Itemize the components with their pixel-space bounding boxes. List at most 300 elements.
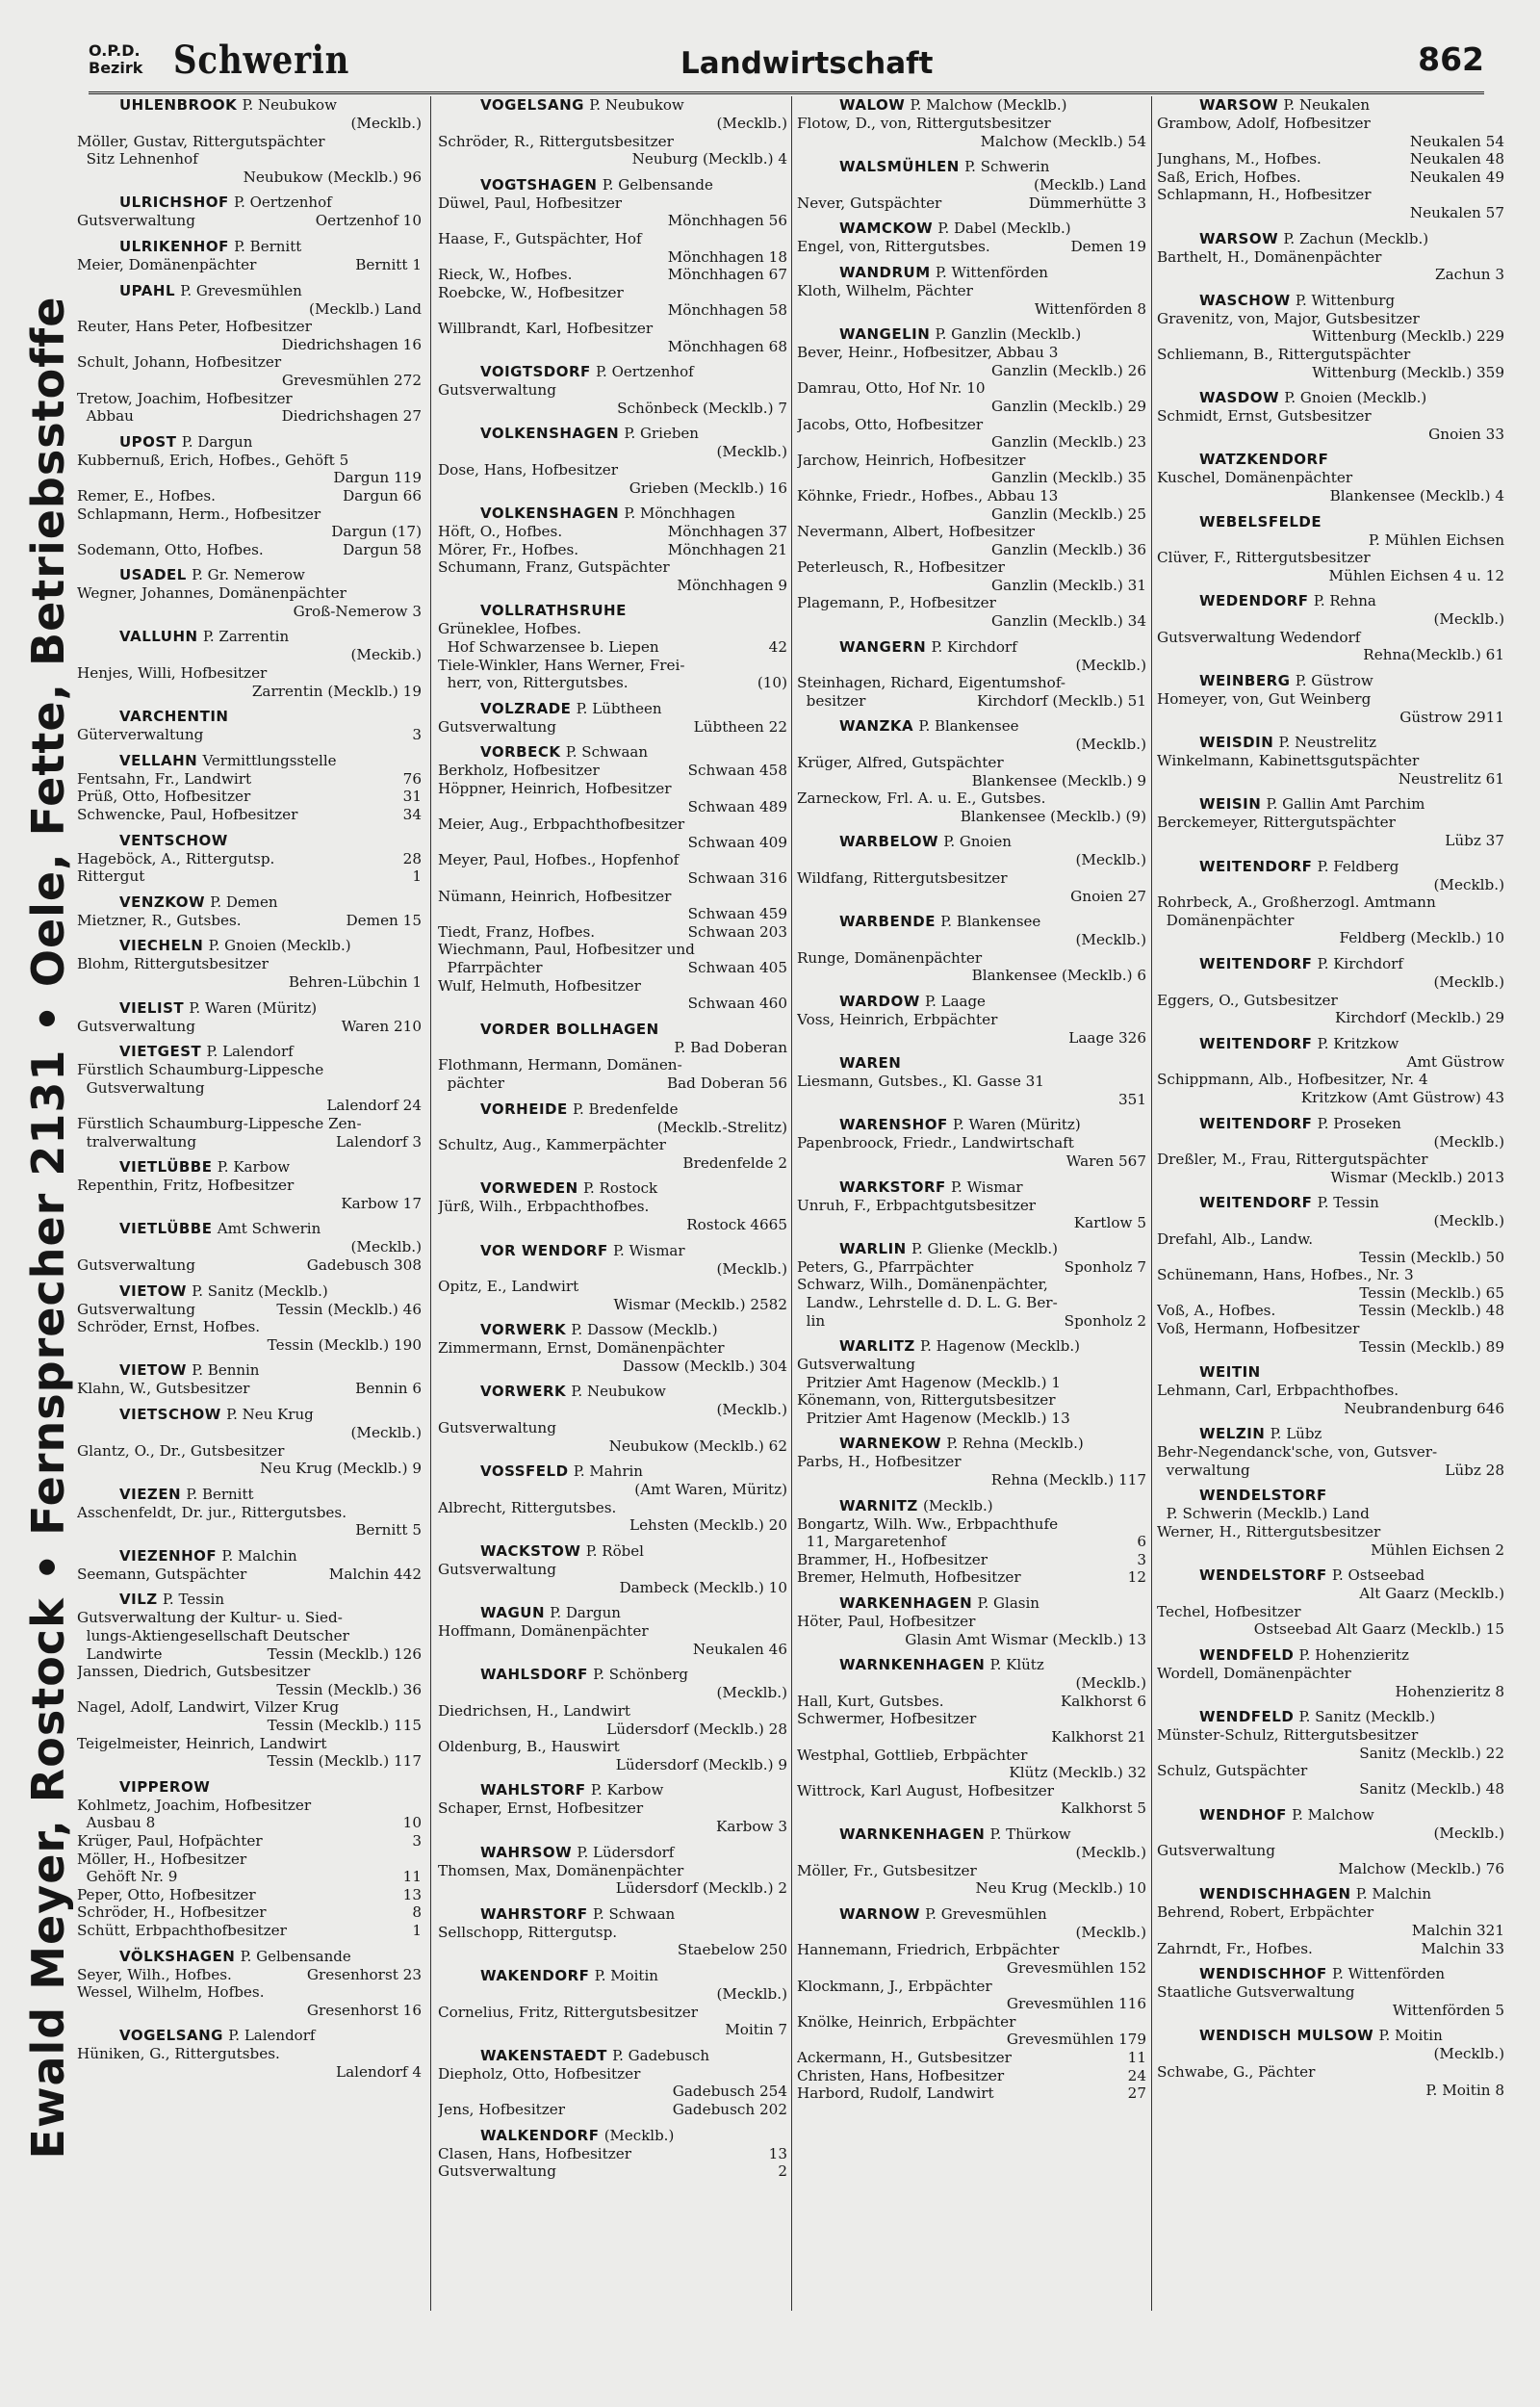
entry-line — [438, 780, 789, 798]
entry-location: Rehna (Mecklb.) 117 — [990, 1471, 1146, 1489]
entry-line — [1157, 407, 1506, 426]
post-office: P. Gelbensande — [602, 175, 713, 194]
post-office: P. Oertzenhof — [234, 194, 332, 212]
place-name: VÖLKSHAGEN — [119, 1947, 236, 1965]
entry-line — [1157, 752, 1506, 770]
entry-text: Gutsverwaltung — [438, 381, 556, 400]
entry-text: Schliemann, B., Rittergutspächter — [1157, 345, 1411, 363]
entry-text: Clasen, Hans, Hofbesitzer — [438, 2144, 632, 2162]
entry-text: Möller, H., Hofbesitzer — [77, 1850, 247, 1868]
entry-text: Rittergut — [77, 867, 145, 886]
entry-line — [797, 692, 1148, 711]
entry-location: Wittenförden 5 — [1392, 2001, 1504, 2019]
entry-text: Steinhagen, Richard, Eigentumshof- — [797, 674, 1066, 692]
entry-line — [1157, 814, 1506, 832]
entry-line — [797, 1613, 1148, 1631]
entry-line — [1157, 1585, 1506, 1603]
entry-text: Staatliche Gutsverwaltung — [1157, 1983, 1355, 2002]
post-office: P. Blankensee — [940, 913, 1041, 931]
place-name: VORWEDEN — [480, 1179, 578, 1198]
entry-location: Schwaan 458 — [687, 762, 787, 780]
entry-text: Bremer, Helmuth, Hofbesitzer — [797, 1568, 1021, 1587]
entry-line — [1157, 1903, 1506, 1922]
entry-location: Schwaan 489 — [687, 797, 787, 815]
entry-text: Thomsen, Max, Domänenpächter — [438, 1861, 684, 1879]
directory-entry — [77, 999, 424, 1036]
entry-location: Dambeck (Mecklb.) 10 — [619, 1578, 787, 1596]
entry-text: Papenbroock, Friedr., Landwirtschaft — [797, 1134, 1074, 1152]
entry-text: Krüger, Alfred, Gutspächter — [797, 754, 1004, 772]
directory-entry — [438, 1604, 789, 1658]
entry-location: Dümmerhütte 3 — [1028, 194, 1146, 212]
entry-line — [797, 1258, 1148, 1277]
entry-line — [438, 284, 789, 302]
entry-line — [77, 1195, 424, 1213]
post-office: P. Gadebusch — [612, 2046, 710, 2064]
entry-heading — [1157, 1115, 1506, 1133]
post-office: P. Sanitz (Mecklb.) — [1298, 1708, 1436, 1726]
entry-line — [77, 2063, 424, 2082]
entry-line — [797, 967, 1148, 985]
entry-line — [438, 1437, 789, 1456]
entry-location: Oertzenhof 10 — [315, 212, 422, 230]
entry-location: Schwaan 405 — [687, 958, 787, 976]
post-office: P. Hohenzieritz — [1298, 1646, 1409, 1665]
entry-text: Junghans, M., Hofbes. — [1157, 150, 1322, 168]
entry-heading — [438, 96, 789, 115]
entry-location: Grevesmühlen 272 — [281, 371, 422, 389]
entry-text: Meier, Aug., Erbpachthofbesitzer — [438, 815, 685, 834]
entry-location: 8 — [412, 1903, 422, 1922]
place-name: UPAHL — [119, 281, 176, 299]
entry-line — [1157, 1089, 1506, 1107]
post-office: P. Klütz — [989, 1656, 1044, 1674]
entry-text: Peper, Otto, Hofbesitzer — [77, 1885, 256, 1903]
place-name: WEDENDORF — [1199, 592, 1309, 610]
entry-line — [438, 1561, 789, 1579]
entry-heading — [797, 1594, 1148, 1613]
post-office: P. Ostseebad — [1331, 1566, 1425, 1585]
entry-text: Harbord, Rudolf, Landwirt — [797, 2084, 994, 2103]
entry-line — [77, 850, 424, 868]
entry-location: Tessin (Mecklb.) 126 — [267, 1644, 422, 1663]
entry-line — [1157, 770, 1506, 789]
entry-line — [438, 1136, 789, 1154]
post-office: P. Oertzenhof — [596, 363, 694, 381]
post-office: P. Rehna (Mecklb.) — [946, 1435, 1084, 1453]
place-name: WAREN — [839, 1054, 902, 1073]
entry-location: Güstrow 2911 — [1399, 708, 1504, 726]
entry-line — [1157, 1745, 1506, 1763]
post-office: P. Neubukow — [571, 1383, 666, 1401]
entry-heading — [77, 1043, 424, 1061]
entry-line — [1157, 1338, 1506, 1357]
entry-text: Landw., Lehrstelle d. D. L. G. Ber- — [797, 1293, 1058, 1311]
entry-text: Kohlmetz, Joachim, Hofbesitzer — [77, 1796, 312, 1814]
entry-line — [438, 1401, 789, 1419]
directory-entry — [438, 2127, 789, 2181]
city-title: Schwerin — [173, 38, 350, 83]
entry-location: Kirchdorf (Mecklb.) 51 — [977, 691, 1146, 710]
place-name: WAHRSTORF — [480, 1904, 588, 1923]
place-name: WARNKENHAGEN — [839, 1656, 986, 1674]
entry-location: (Mecklb.) — [716, 443, 787, 461]
entry-line — [438, 1622, 789, 1641]
entry-line — [1157, 1983, 1506, 2002]
entry-line — [797, 1747, 1148, 1765]
entry-line — [438, 320, 789, 338]
entry-line — [1157, 1382, 1506, 1400]
entry-text: Wordell, Domänenpächter — [1157, 1665, 1351, 1683]
directory-entry — [797, 1905, 1148, 2103]
entry-line — [797, 1764, 1148, 1782]
entry-line — [797, 1091, 1148, 1109]
entry-line — [438, 2083, 789, 2101]
entry-heading — [438, 602, 789, 620]
entry-line — [1157, 266, 1506, 284]
entry-heading — [1157, 1965, 1506, 1983]
entry-location: 28 — [402, 849, 422, 867]
place-name: WENDELSTORF — [1199, 1566, 1327, 1585]
entry-line — [797, 1978, 1148, 1996]
entry-location: Neubukow (Mecklb.) 62 — [608, 1436, 787, 1455]
entry-location: (Mecklb.) — [1433, 875, 1504, 893]
entry-location: Klütz (Mecklb.) 32 — [1009, 1764, 1146, 1782]
place-name: VORWERK — [480, 1321, 567, 1339]
entry-line — [797, 1941, 1148, 1959]
entry-line — [1157, 992, 1506, 1010]
post-office: P. Malchin — [1355, 1885, 1431, 1903]
entry-location: (Mecklb.) — [350, 115, 422, 132]
entry-text: lungs-Aktiengesellschaft Deutscher — [77, 1627, 349, 1645]
entry-text: Flotow, D., von, Rittergutsbesitzer — [797, 115, 1051, 132]
place-name: VOIGTSDORF — [480, 363, 591, 381]
entry-location: Mönchhagen 9 — [677, 576, 787, 594]
directory-entry — [1157, 858, 1506, 947]
directory-entry — [1157, 1363, 1506, 1417]
entry-heading — [1157, 1487, 1506, 1505]
entry-heading — [77, 832, 424, 850]
column-divider — [430, 96, 431, 2311]
entry-heading — [797, 1116, 1148, 1134]
place-name: VENZKOW — [119, 893, 206, 911]
entry-line — [1157, 1620, 1506, 1639]
entry-line — [1157, 929, 1506, 947]
directory-entry — [77, 433, 424, 559]
entry-line — [1157, 1230, 1506, 1249]
entry-line — [797, 754, 1148, 772]
column-divider — [791, 96, 792, 2311]
place-name: VOSSFELD — [480, 1462, 569, 1481]
entry-location: Blankensee (Mecklb.) 9 — [971, 771, 1146, 789]
entry-location: Bad Doberan 56 — [666, 1074, 787, 1092]
directory-entry — [797, 638, 1148, 711]
post-office: P. Laage — [925, 992, 986, 1010]
directory-entry — [77, 282, 424, 426]
entry-line — [77, 1177, 424, 1195]
entry-heading — [797, 1656, 1148, 1674]
post-office: P. Feldberg — [1317, 857, 1399, 875]
entry-heading — [438, 425, 789, 443]
entry-text: herr, von, Rittergutsbes. — [438, 674, 629, 692]
entry-line — [77, 726, 424, 744]
sidebar-advertisement — [17, 125, 79, 2330]
entry-text: Gutsverwaltung — [77, 1255, 195, 1274]
entry-text: Knölke, Heinrich, Erbpächter — [797, 2012, 1016, 2031]
place-name: VIEZENHOF — [119, 1546, 218, 1565]
place-name: WAHLSDORF — [480, 1666, 588, 1684]
place-name: WENDISCHHAGEN — [1199, 1885, 1351, 1903]
entry-line — [77, 1966, 424, 1984]
entry-line — [438, 1481, 789, 1499]
entry-heading — [438, 1383, 789, 1401]
entry-text: Westphal, Gottlieb, Erbpächter — [797, 1746, 1028, 1764]
post-office: P. Hagenow (Mecklb.) — [920, 1337, 1081, 1356]
entry-line — [438, 1339, 789, 1358]
entry-location: Tessin (Mecklb.) 115 — [267, 1717, 422, 1735]
entry-location: Malchin 33 — [1421, 1939, 1504, 1957]
post-office: P. Lalendorf — [206, 1043, 294, 1061]
entry-location: 11 — [402, 1868, 422, 1886]
entry-location: Bennin 6 — [355, 1380, 422, 1398]
entry-location: 27 — [1127, 2084, 1146, 2103]
entry-line — [77, 912, 424, 930]
entry-text: Parbs, H., Hofbesitzer — [797, 1453, 962, 1471]
entry-text: Möller, Fr., Gutsbesitzer — [797, 1861, 977, 1879]
place-name: WENDHOF — [1199, 1805, 1287, 1824]
section-title: Landwirtschaft — [680, 46, 934, 81]
entry-location: Neukalen 46 — [692, 1640, 787, 1658]
entry-line — [797, 1214, 1148, 1232]
entry-line — [438, 1198, 789, 1216]
entry-line — [77, 1663, 424, 1681]
entry-location: Schwaan 409 — [687, 833, 787, 851]
entry-line — [797, 1294, 1148, 1312]
directory-entry — [1157, 1806, 1506, 1878]
entry-text: Hof Schwarzensee b. Liepen — [438, 638, 659, 657]
entry-line — [1157, 610, 1506, 629]
entry-line — [1157, 1825, 1506, 1843]
column-1 — [77, 96, 424, 2311]
entry-location: Ganzlin (Mecklb.) 35 — [991, 469, 1146, 487]
post-office: P. Demen — [210, 893, 278, 911]
entry-line — [438, 1579, 789, 1597]
post-office: P. Rostock — [582, 1179, 658, 1198]
entry-location: (Mecklb.) — [716, 1259, 787, 1278]
place-name: VIETLÜBBE — [119, 1158, 213, 1177]
entry-line — [1157, 973, 1506, 992]
post-office: P. Malchow — [1292, 1805, 1374, 1824]
post-office: P. Tessin — [1317, 1194, 1379, 1212]
entry-heading — [797, 993, 1148, 1011]
entry-line — [1157, 1762, 1506, 1780]
place-name: WAHRSOW — [480, 1843, 573, 1861]
entry-location: (Meckib.) — [350, 646, 422, 664]
entry-line — [77, 1627, 424, 1645]
page-number: 862 — [1418, 40, 1484, 78]
entry-text: Diedrichsen, H., Landwirt — [438, 1702, 630, 1720]
post-office: P. Neubukow — [589, 96, 684, 114]
entry-location: Mönchhagen 18 — [667, 247, 787, 266]
place-name: WANGERN — [839, 637, 927, 656]
entry-line — [797, 362, 1148, 380]
entry-line — [77, 1752, 424, 1771]
entry-location: (Mecklb.) — [1433, 1132, 1504, 1151]
entry-heading — [438, 505, 789, 523]
place-name: WEITENDORF — [1199, 857, 1313, 875]
entry-text: Willbrandt, Karl, Hofbesitzer — [438, 319, 654, 337]
entry-text: Schwermer, Hofbesitzer — [797, 1710, 977, 1728]
place-name: WARKENHAGEN — [839, 1594, 973, 1613]
entry-line — [77, 1797, 424, 1815]
entry-text: Domänenpächter — [1157, 911, 1295, 929]
entry-line — [438, 2101, 789, 2119]
entry-line — [797, 1551, 1148, 1569]
entry-heading — [438, 1604, 789, 1622]
entry-line — [797, 869, 1148, 888]
entry-line — [438, 1879, 789, 1898]
opd-label: O.P.D. — [89, 41, 141, 60]
entry-location: Neuburg (Mecklb.) 4 — [631, 150, 787, 168]
post-office: P. Güstrow — [1295, 672, 1373, 690]
entry-location: Bredenfelde 2 — [682, 1153, 787, 1172]
entry-location: Waren 567 — [1065, 1152, 1146, 1170]
entry-heading — [797, 717, 1148, 736]
directory-entry — [77, 1282, 424, 1355]
entry-text: 11, Margaretenhof — [797, 1533, 946, 1551]
post-office: P. Gnoien — [943, 833, 1012, 851]
directory-entry — [77, 1778, 424, 1940]
entry-location: P. Bad Doberan — [674, 1038, 787, 1056]
entry-text: Gutsverwaltung — [438, 2162, 556, 2181]
entry-heading — [797, 1497, 1148, 1515]
entry-text: Höter, Paul, Hofbesitzer — [797, 1613, 976, 1631]
entry-location: Grevesmühlen 152 — [1006, 1958, 1146, 1977]
entry-location: Mönchhagen 21 — [667, 540, 787, 558]
post-office: Vermittlungsstelle — [202, 751, 337, 769]
entry-heading — [77, 96, 424, 115]
post-office: P. Waren (Müritz) — [189, 998, 318, 1017]
post-office: P. Karbow — [590, 1781, 664, 1799]
entry-heading — [797, 1240, 1148, 1258]
place-name: VELLAHN — [119, 751, 198, 769]
entry-location: Blankensee (Mecklb.) (9) — [960, 807, 1146, 825]
entry-line — [77, 683, 424, 701]
entry-line — [797, 1879, 1148, 1898]
entry-line — [438, 888, 789, 906]
entry-line — [797, 300, 1148, 319]
entry-line — [438, 1818, 789, 1836]
place-name: WARLIN — [839, 1239, 907, 1257]
entry-text: Berkholz, Hofbesitzer — [438, 762, 600, 780]
entry-location: Gadebusch 202 — [672, 2100, 787, 2118]
entry-text: verwaltung — [1157, 1461, 1250, 1479]
entry-location: Dassow (Mecklb.) 304 — [622, 1357, 787, 1375]
place-name: WEISIN — [1199, 795, 1262, 814]
entry-location: Malchow (Mecklb.) 76 — [1338, 1859, 1504, 1877]
entry-line — [1157, 1683, 1506, 1701]
entry-location: Laage 326 — [1068, 1028, 1146, 1047]
entry-line — [797, 612, 1148, 631]
entry-location: Lüdersdorf (Mecklb.) 9 — [615, 1755, 787, 1773]
entry-heading — [77, 1361, 424, 1380]
entry-location: Malchin 321 — [1411, 1921, 1504, 1939]
entry-location: Blankensee (Mecklb.) 4 — [1329, 486, 1504, 505]
entry-text: Janssen, Diedrich, Gutsbesitzer — [77, 1663, 311, 1681]
column-4 — [1157, 96, 1506, 2311]
entry-heading — [1157, 592, 1506, 610]
place-name: VIETLÜBBE — [119, 1220, 213, 1238]
entry-heading — [77, 1948, 424, 1966]
page-header — [89, 39, 1484, 94]
entry-text: Christen, Hans, Hofbesitzer — [797, 2066, 1005, 2084]
directory-entry — [1157, 1708, 1506, 1798]
entry-text: Winkelmann, Kabinettsgutspächter — [1157, 752, 1420, 770]
place-name: VIETOW — [119, 1281, 187, 1300]
entry-text: Haase, F., Gutspächter, Hof — [438, 229, 642, 247]
entry-location: Glasin Amt Wismar (Mecklb.) 13 — [905, 1630, 1146, 1648]
place-name: VIETGEST — [119, 1043, 202, 1061]
directory-entry — [77, 893, 424, 930]
entry-text: Roebcke, W., Hofbesitzer — [438, 283, 624, 301]
entry-heading — [797, 220, 1148, 238]
place-name: VORDER BOLLHAGEN — [480, 1020, 659, 1038]
entry-location: Ganzlin (Mecklb.) 36 — [991, 540, 1146, 558]
entry-heading — [438, 1462, 789, 1481]
entry-line — [797, 594, 1148, 612]
entry-text: Grambow, Adolf, Hofbesitzer — [1157, 115, 1371, 132]
entry-line — [1157, 1842, 1506, 1860]
entry-text: Hannemann, Friedrich, Erbpächter — [797, 1941, 1060, 1959]
directory-entry — [1157, 451, 1506, 505]
entry-line — [797, 808, 1148, 826]
entry-line — [1157, 2002, 1506, 2020]
entry-line — [1157, 629, 1506, 647]
entry-location: Demen 19 — [1070, 238, 1146, 256]
entry-location: Malchin 442 — [328, 1565, 422, 1583]
entry-text: Höft, O., Hofbes. — [438, 523, 563, 541]
entry-line — [77, 1645, 424, 1664]
entry-text: Jürß, Wilh., Erbpachthofbes. — [438, 1198, 650, 1216]
entry-line — [797, 1533, 1148, 1551]
entry-line — [438, 923, 789, 942]
entry-heading — [77, 194, 424, 212]
entry-line — [438, 541, 789, 559]
entry-text: Möller, Gustav, Rittergutspächter — [77, 132, 325, 150]
entry-line — [797, 452, 1148, 470]
entry-heading — [1157, 96, 1506, 115]
place-name: WASCHOW — [1199, 291, 1291, 309]
entry-line — [1157, 1940, 1506, 1958]
place-name: WARNEKOW — [839, 1435, 942, 1453]
entry-text: Saß, Erich, Hofbes. — [1157, 168, 1301, 186]
place-name: ULRIKENHOF — [119, 237, 229, 255]
entry-heading — [797, 158, 1148, 176]
entry-text: Voß, A., Hofbes. — [1157, 1302, 1276, 1320]
entry-location: (Mecklb.) — [1433, 2045, 1504, 2063]
post-office: P. Wismar — [950, 1178, 1023, 1196]
entry-text: Drefahl, Alb., Landw. — [1157, 1229, 1314, 1248]
entry-line — [77, 1983, 424, 2002]
directory-entry — [438, 1967, 789, 2039]
entry-location: Ganzlin (Mecklb.) 29 — [991, 397, 1146, 415]
entry-line — [77, 1336, 424, 1355]
entry-line — [797, 398, 1148, 416]
entry-line — [77, 806, 424, 824]
place-name: VORHEIDE — [480, 1100, 568, 1118]
post-office: P. Neukalen — [1283, 96, 1370, 114]
entry-line — [438, 400, 789, 418]
